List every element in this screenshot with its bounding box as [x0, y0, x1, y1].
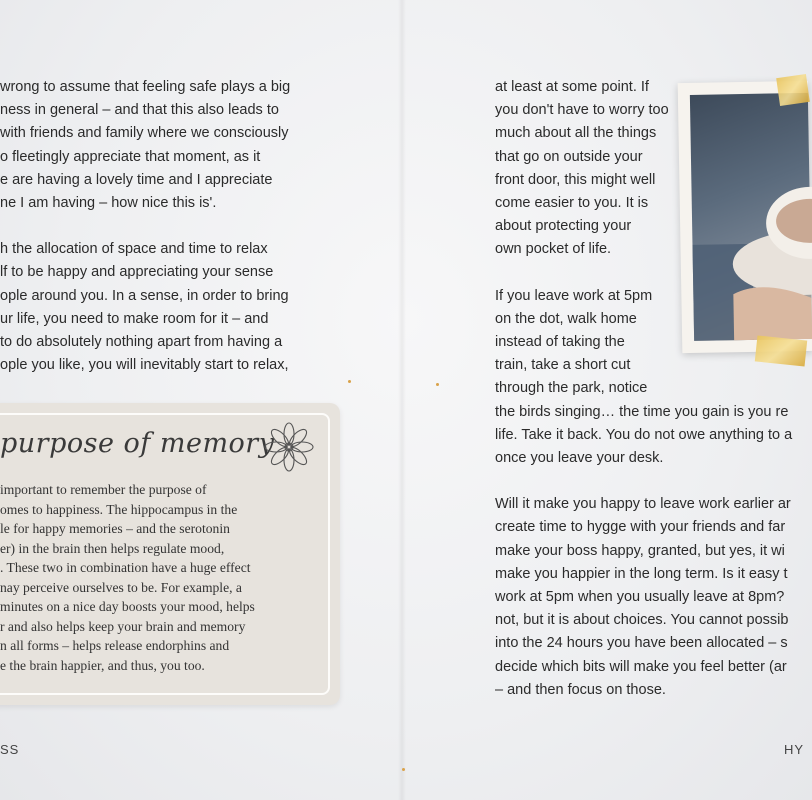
text-line: create time to hygge with your friends and far	[495, 519, 786, 536]
card-line: . These two in combination have a huge effect	[0, 560, 251, 575]
left-footer: SS	[0, 742, 20, 757]
text-line: – and then focus on those.	[495, 681, 666, 698]
text-line: own pocket of life.	[495, 241, 612, 258]
text-line: ur life, you need to make room for it – and	[0, 310, 269, 327]
text-line: to do absolutely nothing apart from having a	[0, 334, 283, 351]
text-line: make your boss happy, granted, but yes, it wi	[495, 542, 785, 559]
coffee-photo	[678, 81, 812, 353]
text-line: lf to be happy and appreciating your sense	[0, 264, 274, 281]
card-line: e the brain happier, and thus, you too.	[0, 657, 205, 673]
card-line: r and also helps keep your brain and memory	[0, 618, 246, 634]
paragraph-gap	[0, 215, 318, 238]
text-line: wrong to assume that feeling safe plays a big	[0, 79, 291, 95]
photo-tape-top	[776, 74, 810, 106]
text-line: o fleetingly appreciate that moment, as it	[0, 148, 261, 165]
decorative-dot	[402, 768, 405, 771]
text-line: into the 24 hours you have been allocated – s	[495, 635, 788, 652]
photo-image	[690, 93, 812, 341]
text-line: much about all the things	[495, 125, 657, 142]
text-line: h the allocation of space and time to relax	[0, 241, 268, 258]
left-page-text	[0, 76, 318, 377]
card-line: er) in the brain then helps regulate mood,	[0, 540, 225, 556]
text-line: front door, this might well	[495, 171, 656, 188]
paragraph-gap	[495, 470, 800, 493]
text-line: decide which bits will make you feel better (ar	[495, 658, 787, 675]
text-line: ople around you. In a sense, in order to bring	[0, 287, 289, 304]
text-line: come easier to you. It is	[495, 195, 649, 212]
text-line: work at 5pm when you usually leave at 8pm?	[495, 589, 785, 606]
card-body	[0, 480, 320, 675]
text-line: once you leave your desk.	[495, 450, 664, 467]
decorative-dot	[436, 383, 439, 386]
card-title: purpose of memory	[0, 428, 275, 459]
text-line: you don't have to worry too	[495, 102, 669, 119]
text-line: If you leave work at 5pm	[495, 287, 653, 304]
decorative-dot	[348, 380, 351, 383]
card-line: important to remember the purpose of	[0, 482, 207, 497]
text-line: that go on outside your	[495, 148, 643, 165]
text-line: train, take a short cut	[495, 357, 631, 374]
text-line: instead of taking the	[495, 334, 625, 351]
text-line: through the park, notice	[495, 380, 648, 397]
text-line: ness in general – and that this also leads to	[0, 102, 279, 119]
text-line: not, but it is about choices. You cannot possib	[495, 612, 789, 629]
card-line: nay perceive ourselves to be. For example, a	[0, 579, 242, 595]
text-line: with friends and family where we consciously	[0, 125, 289, 142]
coffee-cup-icon	[690, 93, 812, 341]
card-line: omes to happiness. The hippocampus in the	[0, 501, 238, 517]
text-line: life. Take it back. You do not owe anything to a	[495, 426, 793, 443]
text-line: at least at some point. If	[495, 79, 649, 95]
photo-tape-bottom	[755, 335, 807, 366]
page-gutter	[398, 0, 406, 800]
card-line: le for happy memories – and the serotonin	[0, 521, 230, 536]
text-line: make you happier in the long term. Is it easy t	[495, 565, 788, 582]
card-line: n all forms – helps release endorphins and	[0, 638, 230, 653]
text-line: Will it make you happy to leave work earlier ar	[495, 496, 791, 513]
flower-icon	[262, 420, 316, 474]
text-line: about protecting your	[495, 218, 632, 235]
text-line: ople you like, you will inevitably start to relax,	[0, 357, 289, 374]
text-line: ne I am having – how nice this is'.	[0, 195, 217, 212]
text-line: on the dot, walk home	[495, 310, 637, 327]
text-line: the birds singing… the time you gain is you re	[495, 403, 789, 420]
card-line: minutes on a nice day boosts your mood, helps	[0, 599, 255, 614]
right-footer: HY	[784, 742, 805, 757]
text-line: e are having a lovely time and I appreciate	[0, 171, 273, 188]
